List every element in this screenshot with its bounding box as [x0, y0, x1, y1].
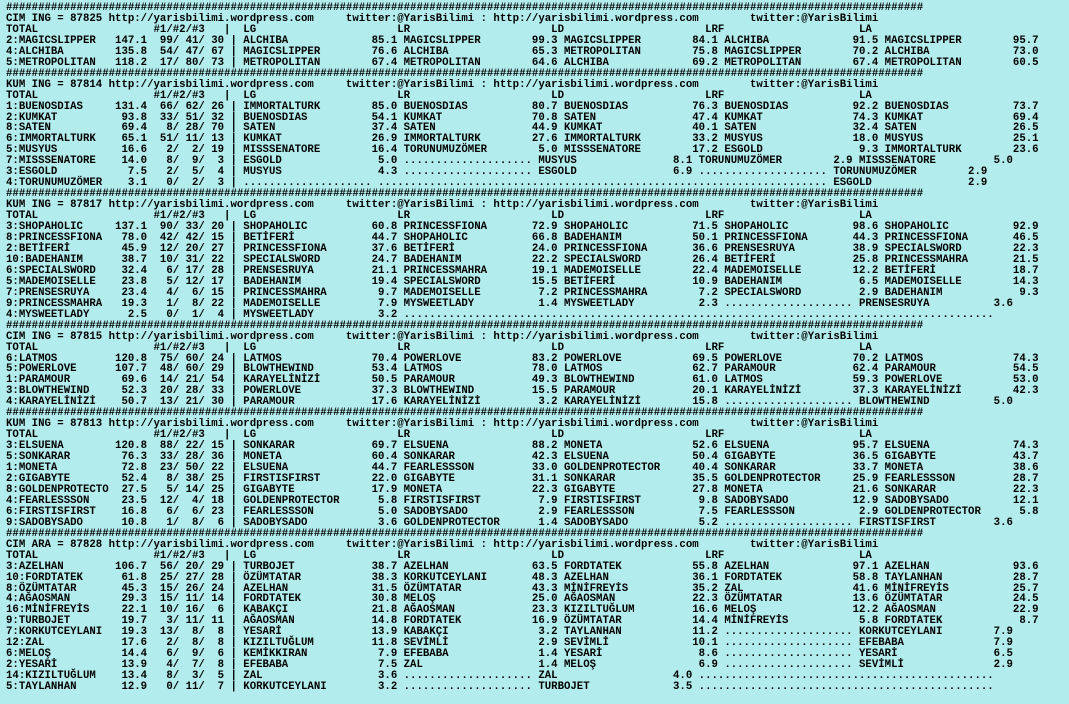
- table-row: 5:TAYLANHAN 12.9 0/ 11/ 7 | KORKUTCEYLANI 3.2 .................... TURBOJET 3.5 ..............................................: [6, 681, 994, 694]
- table-row: 8:GOLDENPROTECTO 27.5 5/ 14/ 25 | GIGABYTE 17.9 MONETA 22.3 GIGABYTE 27.8 MONETA 21.6 SONKARAR 22.3: [6, 483, 1039, 496]
- table-row: 5:MUSYUS 16.6 2/ 2/ 19 | MISSSENATORE 16.4 TORUNUMUZÖMER 5.0 MISSSENATORE 17.2 ESGOLD 9.3 IMMORTALTURK 23.6: [6, 144, 1039, 157]
- race-header: KUM ING = 87814 http://yarisbilimi.wordpress.com twitter:@YarisBilimi : http://yarisbilimi.wordpress.com twitter:@YarisBilimi: [6, 78, 879, 91]
- table-row: 1:BUENOSDIAS 131.4 66/ 62/ 26 | IMMORTALTURK 85.0 BUENOSDIAS 80.7 BUENOSDIAS 76.3 BUENOSDIAS 92.2 BUENOSDIAS 73.7: [6, 100, 1039, 113]
- race-header: CIM ARA = 87828 http://yarisbilimi.wordpress.com twitter:@YarisBilimi : http://yarisbilimi.wordpress.com twitter:@YarisBilimi: [6, 538, 879, 551]
- table-row: 4:KARAYELİNİZİ 50.7 13/ 21/ 30 | PARAMOUR 17.6 KARAYELİNİZİ 3.2 KARAYELİNİZİ 15.8 .................... BLOWTHEWIND 5.0: [6, 396, 1013, 409]
- table-row: 1:PARAMOUR 69.6 14/ 21/ 54 | KARAYELİNİZİ 50.5 PARAMOUR 49.3 BLOWTHEWIND 61.0 LATMOS 59.3 POWERLOVE 53.0: [6, 374, 1039, 387]
- table-row: 4:AĞAOSMAN 29.3 15/ 11/ 14 | FORDTATEK 30.8 MELOŞ 25.0 AĞAOSMAN 22.3 ÖZÜMTATAR 13.6 ÖZÜMTATAR 24.5: [6, 593, 1039, 606]
- race-header: KUM ING = 87817 http://yarisbilimi.wordpress.com twitter:@YarisBilimi : http://yarisbilimi.wordpress.com twitter:@YarisBilimi: [6, 199, 879, 212]
- table-row: 4:FEARLESSSON 23.5 12/ 4/ 18 | GOLDENPROTECTOR 5.8 FIRSTISFIRST 7.9 FIRSTISFIRST 9.8 SADOBYSADO 12.9 SADOBYSADO 12.1: [6, 494, 1039, 507]
- table-row: 8:ÖZÜMTATAR 45.3 15/ 26/ 24 | AZELHAN 31.5 ÖZÜMTATAR 43.3 MİNİFREYİS 35.2 ZAL 41.6 MİNİFREYİS 25.7: [6, 582, 1039, 595]
- section-divider: ###############################################################################################################################################: [6, 2, 924, 14]
- table-row: 9:SADOBYSADO 10.8 1/ 8/ 6 | SADOBYSADO 3.6 GOLDENPROTECTOR 1.4 SADOBYSADO 5.2 .................... FIRSTISFIRST 3.6: [6, 516, 1013, 529]
- table-row: 5:POWERLOVE 107.7 48/ 60/ 29 | BLOWTHEWIND 53.4 LATMOS 78.0 LATMOS 62.7 PARAMOUR 62.4 PARAMOUR 54.5: [6, 363, 1039, 376]
- table-row: 8:PRINCESSFIONA 78.0 42/ 42/ 15 | BETİFERİ 44.7 SHOPAHOLIC 66.8 BADEHANIM 50.1 PRINCESSFIONA 44.3 PRINCESSFIONA 46.5: [6, 232, 1039, 245]
- table-row: 7:MISSSENATORE 14.0 8/ 9/ 3 | ESGOLD 5.0 .................... MUSYUS 8.1 TORUNUMUZÖMER 2.9 MISSSENATORE 5.0: [6, 155, 1013, 168]
- table-row: 4:MYSWEETLADY 2.5 0/ 1/ 4 | MYSWEETLADY 3.2 ............................................................................................: [6, 308, 994, 321]
- race-header: CIM ING = 87825 http://yarisbilimi.wordpress.com twitter:@YarisBilimi : http://yarisbilimi.wordpress.com twitter:@YarisBilimi: [6, 12, 879, 25]
- column-header-row: TOTAL #1/#2/#3 | LG LR LD LRF LA: [6, 341, 872, 354]
- column-header-row: TOTAL #1/#2/#3 | LG LR LD LRF LA: [6, 23, 872, 36]
- table-row: 3:AZELHAN 106.7 56/ 20/ 29 | TURBOJET 38.7 AZELHAN 63.5 FORDTATEK 55.8 AZELHAN 97.1 AZELHAN 93.6: [6, 560, 1039, 573]
- column-header-row: TOTAL #1/#2/#3 | LG LR LD LRF LA: [6, 210, 872, 223]
- column-header-row: TOTAL #1/#2/#3 | LG LR LD LRF LA: [6, 89, 872, 102]
- table-row: 2:YESARİ 13.9 4/ 7/ 8 | EFEBABA 7.5 ZAL 1.4 MELOŞ 6.9 .................... SEVİMLİ 2.9: [6, 659, 1013, 672]
- table-row: 2:BETİFERİ 45.9 12/ 20/ 27 | PRINCESSFIONA 37.6 BETİFERİ 24.0 PRINCESSFIONA 36.6 PRENSESRUYA 38.9 SPECIALSWORD 22.3: [6, 242, 1039, 255]
- table-row: 10:FORDTATEK 61.8 25/ 27/ 28 | ÖZÜMTATAR 38.3 KORKUTCEYLANI 48.3 AZELHAN 36.1 FORDTATEK 58.8 TAYLANHAN 28.7: [6, 571, 1039, 584]
- table-row: 14:KIZILTUĞLUM 13.4 8/ 3/ 5 | ZAL 3.6 .................... ZAL 4.0 ..............................................: [6, 670, 994, 683]
- section-divider: ###############################################################################################################################################: [6, 407, 924, 420]
- table-row: 6:FIRSTISFIRST 16.8 6/ 6/ 23 | FEARLESSSON 5.0 SADOBYSADO 2.9 FEARLESSSON 7.5 FEARLESSSON 2.9 GOLDENPROTECTOR 5.8: [6, 505, 1039, 518]
- column-header-row: TOTAL #1/#2/#3 | LG LR LD LRF LA: [6, 549, 872, 562]
- table-row: 6:LATMOS 120.8 75/ 60/ 24 | LATMOS 70.4 POWERLOVE 83.2 POWERLOVE 69.5 POWERLOVE 70.2 LATMOS 74.3: [6, 352, 1039, 365]
- table-row: 1:MONETA 72.8 23/ 50/ 22 | ELSUENA 44.7 FEARLESSSON 33.0 GOLDENPROTECTOR 40.4 SONKARAR 33.7 MONETA 38.6: [6, 462, 1039, 475]
- table-row: 6:MELOŞ 14.4 6/ 9/ 6 | KEMİKKIRAN 7.9 EFEBABA 1.4 YESARİ 8.6 .................... YESARİ 6.5: [6, 648, 1013, 661]
- table-row: 6:SPECIALSWORD 32.4 6/ 17/ 28 | PRENSESRUYA 21.1 PRINCESSMAHRA 19.1 MADEMOISELLE 22.4 MADEMOISELLE 12.2 BETİFERİ 18.7: [6, 264, 1039, 277]
- table-row: 9:TURBOJET 19.7 3/ 11/ 11 | AĞAOSMAN 14.8 FORDTATEK 16.9 ÖZÜMTATAR 14.4 MİNİFREYİS 5.8 FORDTATEK 8.7: [6, 615, 1039, 628]
- table-row: 3:ESGOLD 7.5 2/ 5/ 4 | MUSYUS 4.3 .................... ESGOLD 6.9 .................... TORUNUMUZÖMER 2.9: [6, 166, 988, 179]
- table-row: 7:KORKUTCEYLANI 19.3 13/ 8/ 8 | YESARİ 13.9 KABAKÇI 3.2 TAYLANHAN 11.2 .................... KORKUTCEYLANI 7.9: [6, 626, 1013, 639]
- table-row: 4:TORUNUMUZÖMER 3.1 0/ 2/ 3 | .................... ...................................................................... ESGOLD 2.9: [6, 177, 988, 190]
- table-row: 8:SATEN 69.4 8/ 28/ 70 | SATEN 37.4 SATEN 44.9 KUMKAT 40.1 SATEN 32.4 SATEN 26.5: [6, 122, 1039, 135]
- table-row: 6:IMMORTALTURK 65.1 51/ 11/ 13 | KUMKAT 26.9 IMMORTALTURK 27.6 IMMORTALTURK 33.2 MUSYUS 18.0 MUSYUS 25.1: [6, 133, 1039, 146]
- table-row: 16:MİNİFREYİS 22.1 10/ 16/ 6 | KABAKÇI 21.8 AĞAOSMAN 23.3 KIZILTUĞLUM 16.6 MELOŞ 12.2 AĞAOSMAN 22.9: [6, 604, 1039, 617]
- section-divider: ###############################################################################################################################################: [6, 67, 924, 80]
- table-row: 12:ZAL 17.6 2/ 8/ 8 | KIZILTUĞLUM 11.8 SEVİMLİ 2.9 SEVİMLİ 10.1 .................... EFEBABA 7.9: [6, 637, 1013, 650]
- table-row: 9:PRINCESSMAHRA 19.3 1/ 8/ 22 | MADEMOISELLE 7.9 MYSWEETLADY 1.4 MYSWEETLADY 2.3 .................... PRENSESRUYA 3.6: [6, 297, 1013, 310]
- table-row: 5:MADEMOISELLE 23.8 5/ 12/ 17 | BADEHANIM 19.4 SPECIALSWORD 15.5 BETİFERİ 10.9 BADEHANIM 6.5 MADEMOISELLE 14.3: [6, 275, 1039, 288]
- table-row: 5:METROPOLITAN 118.2 17/ 80/ 73 | METROPOLITAN 67.4 METROPOLITAN 64.6 ALCHIBA 69.2 METROPOLITAN 67.4 METROPOLITAN 60.5: [6, 56, 1039, 69]
- table-row: 2:MAGICSLIPPER 147.1 99/ 41/ 30 | ALCHIBA 85.1 MAGICSLIPPER 99.3 MAGICSLIPPER 84.1 ALCHIBA 91.5 MAGICSLIPPER 95.7: [6, 34, 1039, 47]
- table-row: 3:ELSUENA 120.8 88/ 22/ 15 | SONKARAR 69.7 ELSUENA 88.2 MONETA 52.6 ELSUENA 95.7 ELSUENA 74.3: [6, 440, 1039, 453]
- section-divider: ###############################################################################################################################################: [6, 188, 924, 201]
- table-row: 10:BADEHANIM 38.7 10/ 31/ 22 | SPECIALSWORD 24.7 BADEHANIM 22.2 SPECIALSWORD 26.4 BETİFERİ 25.8 PRINCESSMAHRA 21.5: [6, 253, 1039, 266]
- race-header: CIM ING = 87815 http://yarisbilimi.wordpress.com twitter:@YarisBilimi : http://yarisbilimi.wordpress.com twitter:@YarisBilimi: [6, 330, 879, 343]
- section-divider: ###############################################################################################################################################: [6, 527, 924, 540]
- race-header: KUM ING = 87813 http://yarisbilimi.wordpress.com twitter:@YarisBilimi : http://yarisbilimi.wordpress.com twitter:@YarisBilimi: [6, 418, 879, 431]
- table-row: 2:KUMKAT 93.8 33/ 51/ 32 | BUENOSDIAS 54.1 KUMKAT 70.8 SATEN 47.4 KUMKAT 74.3 KUMKAT 69.4: [6, 111, 1039, 124]
- table-row: 3:SHOPAHOLIC 137.1 90/ 33/ 20 | SHOPAHOLIC 60.8 PRINCESSFIONA 72.9 SHOPAHOLIC 71.5 SHOPAHOLIC 98.6 SHOPAHOLIC 92.9: [6, 221, 1039, 234]
- table-row: 5:SONKARAR 76.3 33/ 28/ 36 | MONETA 60.4 SONKARAR 42.3 ELSUENA 50.4 GIGABYTE 36.5 GIGABYTE 43.7: [6, 451, 1039, 464]
- column-header-row: TOTAL #1/#2/#3 | LG LR LD LRF LA: [6, 429, 872, 442]
- table-row: 7:PRENSESRUYA 23.4 4/ 6/ 15 | PRINCESSMAHRA 9.7 MADEMOISELLE 7.2 PRINCESSMAHRA 7.2 SPECIALSWORD 2.9 BADEHANIM 9.3: [6, 286, 1039, 299]
- table-row: 2:GIGABYTE 52.4 8/ 38/ 25 | FIRSTISFIRST 22.0 GIGABYTE 31.1 SONKARAR 35.5 GOLDENPROTECTOR 25.9 FEARLESSSON 28.7: [6, 472, 1039, 485]
- table-row: 4:ALCHIBA 135.8 54/ 47/ 67 | MAGICSLIPPER 76.6 ALCHIBA 65.3 METROPOLITAN 75.8 MAGICSLIPPER 70.2 ALCHIBA 73.0: [6, 45, 1039, 58]
- section-divider: ###############################################################################################################################################: [6, 319, 924, 332]
- table-row: 3:BLOWTHEWIND 52.3 20/ 28/ 33 | POWERLOVE 37.3 BLOWTHEWIND 15.5 PARAMOUR 20.1 KARAYELİNİZİ 37.3 KARAYELİNİZİ 42.3: [6, 385, 1039, 398]
